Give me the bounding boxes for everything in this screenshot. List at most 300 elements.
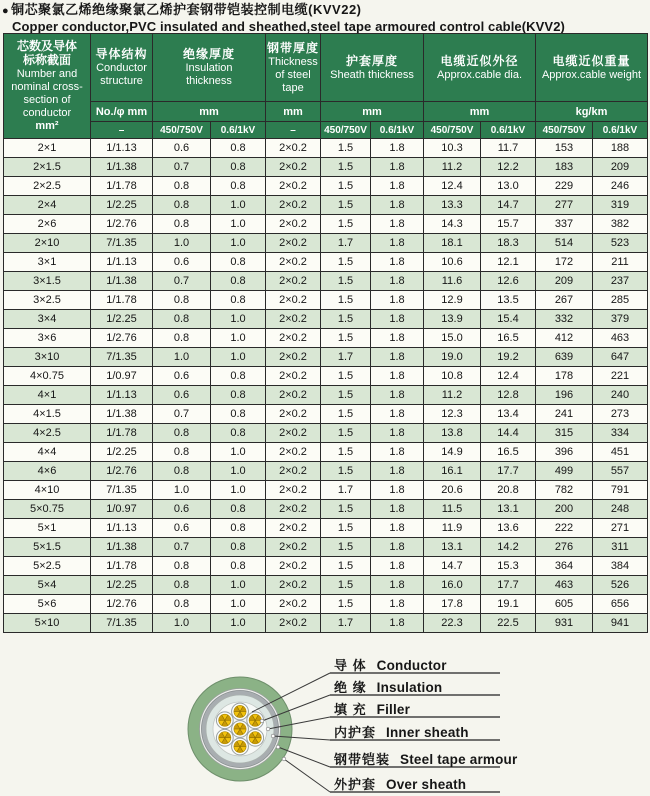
cell: 311 xyxy=(593,538,648,557)
label-over-sheath-en: Over sheath xyxy=(386,777,467,792)
cell: 11.2 xyxy=(424,158,481,177)
cell: 16.5 xyxy=(481,329,536,348)
cell: 1/1.78 xyxy=(91,424,153,443)
cell: 931 xyxy=(536,614,593,633)
cell: 5×6 xyxy=(4,595,91,614)
table-row xyxy=(4,196,648,215)
cell: 15.7 xyxy=(481,215,536,234)
cell: 15.3 xyxy=(481,557,536,576)
cell: 2×0.2 xyxy=(266,272,321,291)
table-row xyxy=(4,177,648,196)
cell: 1/1.38 xyxy=(91,158,153,177)
col-header-weight-zh: 电缆近似重量 xyxy=(552,53,631,68)
cell: 5×2.5 xyxy=(4,557,91,576)
cell: 1.8 xyxy=(371,595,424,614)
cell: 248 xyxy=(593,500,648,519)
cell: 1.5 xyxy=(321,405,371,424)
cell: 1.8 xyxy=(371,272,424,291)
cell: 11.2 xyxy=(424,386,481,405)
cell: 7/1.35 xyxy=(91,481,153,500)
cell: 10.8 xyxy=(424,367,481,386)
cell: 334 xyxy=(593,424,648,443)
cell: 13.1 xyxy=(424,538,481,557)
cell: 0.6 xyxy=(153,139,211,158)
table-row xyxy=(4,500,648,519)
cell: 1.7 xyxy=(321,614,371,633)
cell: 557 xyxy=(593,462,648,481)
cell: 0.8 xyxy=(211,253,266,272)
cell: 0.7 xyxy=(153,405,211,424)
col-header-steel-en: Thickness of steel tape xyxy=(268,55,318,94)
col-header-conductor-en: Conductor structure xyxy=(96,62,147,87)
cell: 13.4 xyxy=(481,405,536,424)
cell: 2×4 xyxy=(4,196,91,215)
cell: 209 xyxy=(593,158,648,177)
cell: 1.5 xyxy=(321,272,371,291)
cell: 332 xyxy=(536,310,593,329)
cell: 0.8 xyxy=(153,424,211,443)
cell: 396 xyxy=(536,443,593,462)
conductor-core xyxy=(216,712,233,729)
cell: 1.8 xyxy=(371,196,424,215)
cell: 12.9 xyxy=(424,291,481,310)
conductor-core xyxy=(247,729,264,746)
cell: 2×0.2 xyxy=(266,424,321,443)
cable-diagram-graphic xyxy=(0,640,650,796)
unit-diameter: mm xyxy=(424,102,536,122)
cell: 0.8 xyxy=(153,215,211,234)
cell: 2×0.2 xyxy=(266,538,321,557)
cell: 4×1.5 xyxy=(4,405,91,424)
cell: 639 xyxy=(536,348,593,367)
cell: 1/2.76 xyxy=(91,329,153,348)
cell: 273 xyxy=(593,405,648,424)
col-header-conductor xyxy=(91,34,153,102)
table-row xyxy=(4,405,648,424)
cell: 1.5 xyxy=(321,177,371,196)
cell: 1.5 xyxy=(321,291,371,310)
header-row-main xyxy=(4,34,648,102)
cell: 4×0.75 xyxy=(4,367,91,386)
cell: 2×0.2 xyxy=(266,462,321,481)
label-insulation-zh: 绝 缘 xyxy=(334,680,367,695)
cell: 271 xyxy=(593,519,648,538)
cell: 1.5 xyxy=(321,595,371,614)
cell: 2×0.2 xyxy=(266,234,321,253)
cell: 14.7 xyxy=(481,196,536,215)
cell: 1.0 xyxy=(211,196,266,215)
cell: 1.0 xyxy=(153,481,211,500)
cell: 5×4 xyxy=(4,576,91,595)
cell: 0.8 xyxy=(211,500,266,519)
diagram-label-inner-sheath xyxy=(334,722,469,738)
cell: 1/1.78 xyxy=(91,557,153,576)
cell: 0.8 xyxy=(211,519,266,538)
cell: 1.0 xyxy=(211,234,266,253)
cell: 0.6 xyxy=(153,500,211,519)
cell: 19.0 xyxy=(424,348,481,367)
cell: 1/1.13 xyxy=(91,519,153,538)
cell: 1.0 xyxy=(211,443,266,462)
cell: 4×1 xyxy=(4,386,91,405)
label-conductor-en: Conductor xyxy=(376,658,447,673)
cell: 16.1 xyxy=(424,462,481,481)
cell: 2×0.2 xyxy=(266,557,321,576)
cell: 1.0 xyxy=(211,348,266,367)
cell: 13.6 xyxy=(481,519,536,538)
cell: 267 xyxy=(536,291,593,310)
table-row xyxy=(4,481,648,500)
cell: 19.2 xyxy=(481,348,536,367)
cell: 0.8 xyxy=(153,443,211,462)
table-row xyxy=(4,215,648,234)
cell: 1.8 xyxy=(371,614,424,633)
table-row xyxy=(4,424,648,443)
col-header-diameter xyxy=(424,34,536,102)
cell: 791 xyxy=(593,481,648,500)
cell: 0.8 xyxy=(211,405,266,424)
cell: 2×0.2 xyxy=(266,177,321,196)
cell: 19.1 xyxy=(481,595,536,614)
cell: 1/1.38 xyxy=(91,538,153,557)
cell: 240 xyxy=(593,386,648,405)
col-header-sheath xyxy=(321,34,424,102)
table-row xyxy=(4,310,648,329)
cell: 2×2.5 xyxy=(4,177,91,196)
col-header-steel-tape xyxy=(266,34,321,102)
cable-diagram xyxy=(0,640,650,796)
cell: 13.0 xyxy=(481,177,536,196)
cell: 1/2.76 xyxy=(91,215,153,234)
conductor-core xyxy=(232,721,249,738)
cell: 2×10 xyxy=(4,234,91,253)
cell: 526 xyxy=(593,576,648,595)
cell: 20.6 xyxy=(424,481,481,500)
cell: 0.6 xyxy=(153,519,211,538)
cell: 1.8 xyxy=(371,424,424,443)
cell: 1/1.13 xyxy=(91,386,153,405)
cell: 1.5 xyxy=(321,538,371,557)
cell: 2×0.2 xyxy=(266,481,321,500)
cell: 1.7 xyxy=(321,234,371,253)
cell: 0.8 xyxy=(211,139,266,158)
cell: 384 xyxy=(593,557,648,576)
cell: 382 xyxy=(593,215,648,234)
cell: 14.3 xyxy=(424,215,481,234)
cell: 3×2.5 xyxy=(4,291,91,310)
cell: 0.6 xyxy=(153,253,211,272)
cell: 1.5 xyxy=(321,158,371,177)
cell: 463 xyxy=(593,329,648,348)
cell: 2×0.2 xyxy=(266,443,321,462)
cell: 1/2.25 xyxy=(91,196,153,215)
cell: 1/0.97 xyxy=(91,367,153,386)
unit-weight: kg/km xyxy=(536,102,648,122)
cell: 1.8 xyxy=(371,481,424,500)
volt-steel: – xyxy=(266,122,321,139)
cell: 2×0.2 xyxy=(266,253,321,272)
label-steel-tape-en: Steel tape armour xyxy=(400,752,518,767)
cell: 1.8 xyxy=(371,519,424,538)
cell: 221 xyxy=(593,367,648,386)
table-row xyxy=(4,139,648,158)
cell: 211 xyxy=(593,253,648,272)
cell: 14.7 xyxy=(424,557,481,576)
col-header-diameter-zh: 电缆近似外径 xyxy=(440,53,519,68)
col-header-insulation-zh: 绝缘厚度 xyxy=(182,47,235,61)
cell: 0.7 xyxy=(153,538,211,557)
cell: 1.8 xyxy=(371,576,424,595)
cell: 15.4 xyxy=(481,310,536,329)
cell: 2×0.2 xyxy=(266,386,321,405)
cell: 5×0.75 xyxy=(4,500,91,519)
cell: 1.0 xyxy=(153,614,211,633)
cell: 1/1.78 xyxy=(91,177,153,196)
cell: 0.8 xyxy=(153,310,211,329)
cell: 1/2.76 xyxy=(91,462,153,481)
table-row xyxy=(4,348,648,367)
cell: 0.8 xyxy=(211,158,266,177)
cell: 1.8 xyxy=(371,538,424,557)
cell: 1.8 xyxy=(371,405,424,424)
cell: 2×0.2 xyxy=(266,348,321,367)
cell: 1.8 xyxy=(371,386,424,405)
cell: 1.8 xyxy=(371,367,424,386)
cell: 463 xyxy=(536,576,593,595)
cell: 1.8 xyxy=(371,234,424,253)
volt-conductor: – xyxy=(91,122,153,139)
cell: 3×10 xyxy=(4,348,91,367)
diagram-label-over-sheath xyxy=(334,774,466,790)
label-insulation-en: Insulation xyxy=(376,680,443,695)
table-row xyxy=(4,462,648,481)
cell: 12.4 xyxy=(424,177,481,196)
cell: 15.0 xyxy=(424,329,481,348)
cell: 1.7 xyxy=(321,348,371,367)
cell: 647 xyxy=(593,348,648,367)
page-title-zh xyxy=(2,2,648,19)
cell: 2×0.2 xyxy=(266,405,321,424)
table-row xyxy=(4,443,648,462)
cell: 2×1.5 xyxy=(4,158,91,177)
page-title-zh-text: 铜芯聚氯乙烯绝缘聚氯乙烯护套钢带铠装控制电缆(KVV22) xyxy=(11,2,362,17)
table-row xyxy=(4,519,648,538)
cell: 1/1.13 xyxy=(91,253,153,272)
cell: 13.1 xyxy=(481,500,536,519)
cell: 222 xyxy=(536,519,593,538)
table-row xyxy=(4,291,648,310)
cell: 246 xyxy=(593,177,648,196)
cell: 1.5 xyxy=(321,215,371,234)
cell: 0.8 xyxy=(211,291,266,310)
cell: 1.8 xyxy=(371,310,424,329)
cell: 1.8 xyxy=(371,158,424,177)
cell: 1.5 xyxy=(321,329,371,348)
cell: 2×0.2 xyxy=(266,139,321,158)
cell: 941 xyxy=(593,614,648,633)
cell: 3×1.5 xyxy=(4,272,91,291)
cell: 1.0 xyxy=(211,614,266,633)
cell: 0.8 xyxy=(211,177,266,196)
cell: 0.8 xyxy=(153,576,211,595)
cell: 2×0.2 xyxy=(266,614,321,633)
col-header-cores-en: Number and nominal cross-section of conductor xyxy=(11,68,83,119)
cell: 4×2.5 xyxy=(4,424,91,443)
diagram-label-insulation xyxy=(334,677,442,693)
volt-sheath-2: 0.6/1kV xyxy=(371,122,424,139)
cell: 656 xyxy=(593,595,648,614)
cell: 1.5 xyxy=(321,310,371,329)
cell: 22.5 xyxy=(481,614,536,633)
cell: 1.0 xyxy=(211,310,266,329)
cell: 412 xyxy=(536,329,593,348)
cell: 3×4 xyxy=(4,310,91,329)
cell: 1.5 xyxy=(321,443,371,462)
cell: 451 xyxy=(593,443,648,462)
cell: 20.8 xyxy=(481,481,536,500)
cell: 209 xyxy=(536,272,593,291)
cell: 229 xyxy=(536,177,593,196)
col-header-weight xyxy=(536,34,648,102)
cell: 782 xyxy=(536,481,593,500)
table-row xyxy=(4,234,648,253)
col-header-steel-zh: 钢带厚度 xyxy=(266,40,319,55)
cell: 0.8 xyxy=(211,386,266,405)
cell: 0.7 xyxy=(153,158,211,177)
label-inner-sheath-zh: 内护套 xyxy=(334,725,377,740)
cell: 17.8 xyxy=(424,595,481,614)
cell: 1/2.76 xyxy=(91,595,153,614)
table-row xyxy=(4,386,648,405)
label-filler-en: Filler xyxy=(376,702,411,717)
cell: 364 xyxy=(536,557,593,576)
cell: 1/1.13 xyxy=(91,139,153,158)
cell: 514 xyxy=(536,234,593,253)
cell: 0.7 xyxy=(153,272,211,291)
cell: 4×10 xyxy=(4,481,91,500)
cell: 1/0.97 xyxy=(91,500,153,519)
label-conductor-zh: 导 体 xyxy=(334,658,367,673)
cell: 2×0.2 xyxy=(266,500,321,519)
cable-cross-section xyxy=(188,677,292,781)
col-header-insulation-en: Insulation thickness xyxy=(185,62,233,87)
cell: 14.4 xyxy=(481,424,536,443)
cell: 0.8 xyxy=(153,196,211,215)
cell: 523 xyxy=(593,234,648,253)
table-row xyxy=(4,595,648,614)
cell: 337 xyxy=(536,215,593,234)
cell: 1.0 xyxy=(211,595,266,614)
unit-sheath: mm xyxy=(321,102,424,122)
col-header-weight-en: Approx.cable weight xyxy=(541,68,642,81)
cell: 1.8 xyxy=(371,443,424,462)
cell: 196 xyxy=(536,386,593,405)
cell: 0.8 xyxy=(153,557,211,576)
cell: 7/1.35 xyxy=(91,614,153,633)
cell: 1.0 xyxy=(211,576,266,595)
cell: 1.0 xyxy=(211,481,266,500)
cell: 1.5 xyxy=(321,500,371,519)
cell: 1.0 xyxy=(153,348,211,367)
cell: 1/2.25 xyxy=(91,443,153,462)
volt-weight-2: 0.6/1kV xyxy=(593,122,648,139)
col-header-sheath-zh: 护套厚度 xyxy=(345,53,398,68)
cell: 17.7 xyxy=(481,462,536,481)
cell: 3×1 xyxy=(4,253,91,272)
table-row xyxy=(4,557,648,576)
col-header-cores-unit: mm² xyxy=(35,120,59,132)
cell: 0.8 xyxy=(153,291,211,310)
cell: 0.8 xyxy=(211,538,266,557)
cell: 11.9 xyxy=(424,519,481,538)
title-block xyxy=(2,2,648,34)
cell: 1.8 xyxy=(371,291,424,310)
cell: 0.6 xyxy=(153,367,211,386)
cell: 1.8 xyxy=(371,215,424,234)
cell: 0.6 xyxy=(153,386,211,405)
cell: 4×6 xyxy=(4,462,91,481)
cell: 1.8 xyxy=(371,329,424,348)
cell: 153 xyxy=(536,139,593,158)
diagram-label-filler xyxy=(334,699,410,715)
cell: 285 xyxy=(593,291,648,310)
conductor-core xyxy=(232,703,249,720)
table-row xyxy=(4,272,648,291)
cell: 2×0.2 xyxy=(266,310,321,329)
volt-diameter-1: 450/750V xyxy=(424,122,481,139)
cell: 2×0.2 xyxy=(266,215,321,234)
cell: 2×1 xyxy=(4,139,91,158)
cell: 1/2.25 xyxy=(91,576,153,595)
spec-table-body xyxy=(4,139,648,633)
cell: 319 xyxy=(593,196,648,215)
cell: 4×4 xyxy=(4,443,91,462)
table-row xyxy=(4,614,648,633)
cell: 7/1.35 xyxy=(91,234,153,253)
volt-weight-1: 450/750V xyxy=(536,122,593,139)
cable-spec-table xyxy=(3,33,648,633)
cell: 11.6 xyxy=(424,272,481,291)
cell: 1.0 xyxy=(153,234,211,253)
cell: 315 xyxy=(536,424,593,443)
cell: 0.8 xyxy=(211,272,266,291)
table-row xyxy=(4,329,648,348)
col-header-conductor-zh: 导体结构 xyxy=(95,47,148,61)
cell: 0.8 xyxy=(211,424,266,443)
cell: 379 xyxy=(593,310,648,329)
header-row-units xyxy=(4,102,648,122)
cell: 1.5 xyxy=(321,386,371,405)
cell: 0.8 xyxy=(211,557,266,576)
unit-insulation: mm xyxy=(153,102,266,122)
cell: 0.8 xyxy=(153,595,211,614)
col-header-cores-zh1: 芯数及导体 xyxy=(16,39,77,53)
page-title-en: Copper conductor,PVC insulated and sheathed,steel tape armoured control cable(KVV2) xyxy=(12,19,565,34)
cell: 12.4 xyxy=(481,367,536,386)
cell: 1.8 xyxy=(371,500,424,519)
cell: 14.9 xyxy=(424,443,481,462)
cell: 1.8 xyxy=(371,139,424,158)
cell: 10.6 xyxy=(424,253,481,272)
cell: 200 xyxy=(536,500,593,519)
unit-steel: mm xyxy=(266,102,321,122)
cell: 11.5 xyxy=(424,500,481,519)
cell: 237 xyxy=(593,272,648,291)
label-steel-tape-zh: 钢带铠装 xyxy=(334,752,391,767)
col-header-sheath-en: Sheath thickness xyxy=(330,68,414,81)
volt-sheath-1: 450/750V xyxy=(321,122,371,139)
cell: 13.8 xyxy=(424,424,481,443)
